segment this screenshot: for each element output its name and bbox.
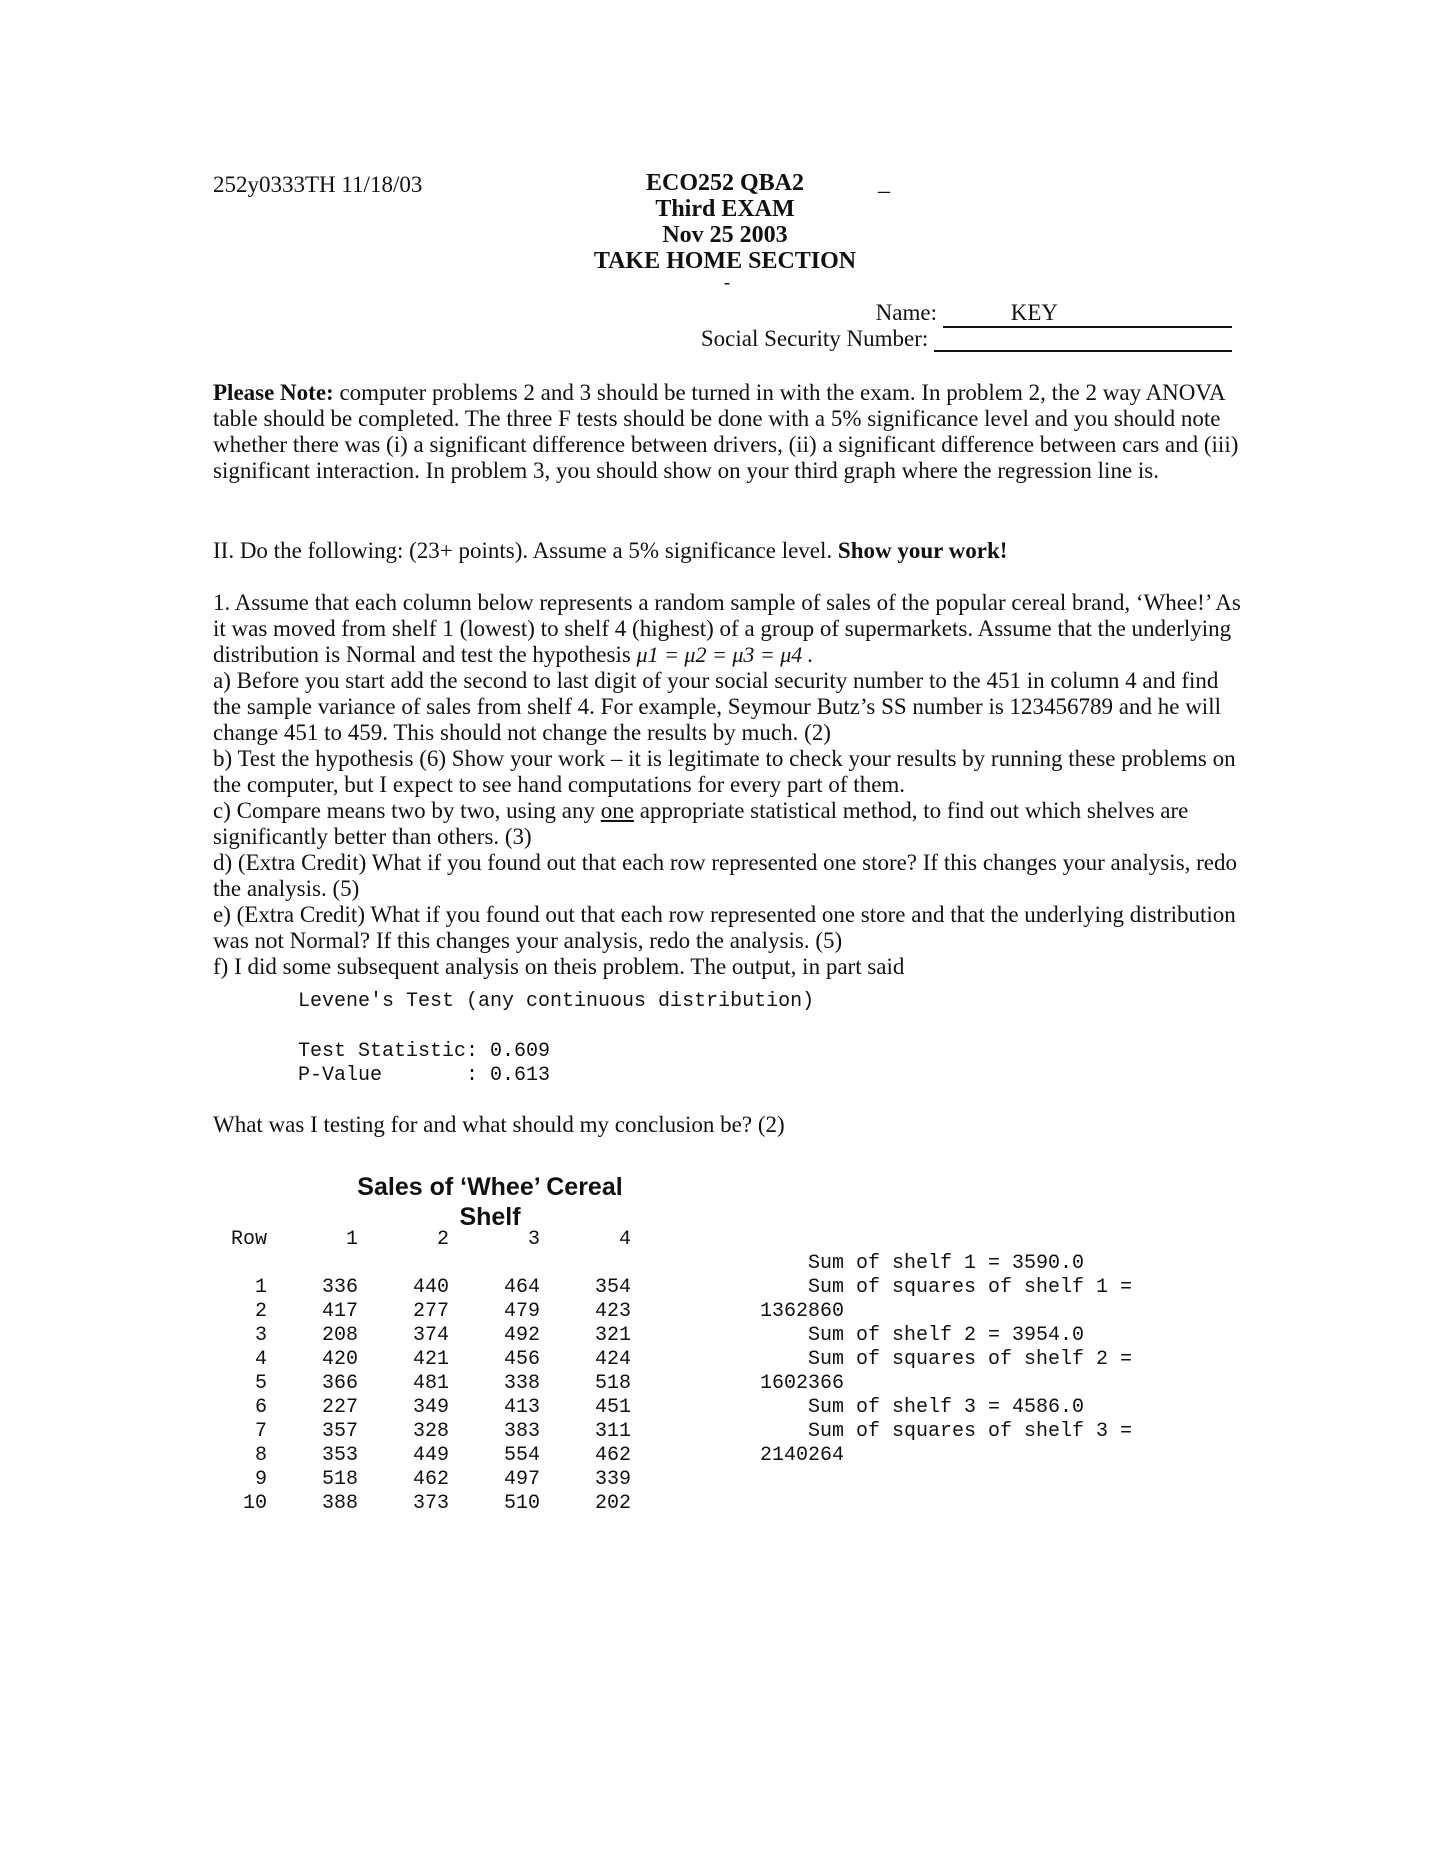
- sums-output: [760, 1252, 1132, 1468]
- table-title-block: [300, 1172, 680, 1232]
- part-e: e) (Extra Credit) What if you found out that each row represented one store and that the underlying distribution was not Normal? If this changes your analysis, redo the analysis. (5): [213, 902, 1236, 953]
- table-header-cell: 4: [618, 1228, 631, 1251]
- levene-p-value: P-Value : 0.613: [298, 1064, 551, 1087]
- table-header-cell: Row: [230, 1228, 267, 1251]
- table-row: [213, 1468, 653, 1492]
- sales-value-cell: 338: [503, 1372, 540, 1395]
- sales-value-cell: 421: [412, 1348, 449, 1371]
- title-dot: -: [724, 272, 730, 292]
- exam-title-block: [560, 170, 890, 274]
- sales-value-cell: 497: [503, 1468, 540, 1491]
- section-instructions: [213, 538, 1243, 564]
- title-dash: _: [878, 170, 890, 196]
- name-field: [876, 300, 1232, 328]
- row-number-cell: 1: [254, 1276, 267, 1299]
- row-number-cell: 3: [254, 1324, 267, 1347]
- sales-value-cell: 388: [321, 1492, 358, 1515]
- sales-value-cell: 321: [594, 1324, 631, 1347]
- section-text: II. Do the following: (23+ points). Assume a 5% significance level.: [213, 538, 838, 563]
- sales-value-cell: 202: [594, 1492, 631, 1515]
- document-id: 252y0333TH 11/18/03: [213, 172, 423, 197]
- sums-line: Sum of squares of shelf 2 =: [760, 1348, 1133, 1371]
- sales-value-cell: 423: [594, 1300, 631, 1323]
- row-number-cell: 8: [254, 1444, 267, 1467]
- sales-value-cell: 383: [503, 1420, 540, 1443]
- name-label: Name:: [875, 300, 937, 325]
- table-row: [213, 1324, 653, 1348]
- sums-line: Sum of squares of shelf 1 =: [760, 1276, 1133, 1299]
- part-c-text-start: c) Compare means two by two, using any: [213, 798, 601, 823]
- table-header-cell: 1: [345, 1228, 358, 1251]
- table-row: [213, 1444, 653, 1468]
- row-number-cell: 10: [242, 1492, 267, 1515]
- ssn-label: Social Security Number:: [700, 326, 929, 351]
- sales-value-cell: 464: [503, 1276, 540, 1299]
- sales-value-cell: 374: [412, 1324, 449, 1347]
- row-number-cell: 7: [254, 1420, 267, 1443]
- exam-date: Nov 25 2003: [662, 222, 788, 248]
- sales-value-cell: 311: [594, 1420, 631, 1443]
- table-row: [213, 1492, 653, 1516]
- sales-value-cell: 462: [594, 1444, 631, 1467]
- part-f: f) I did some subsequent analysis on theis problem. The output, in part said: [213, 954, 905, 979]
- part-b: b) Test the hypothesis (6) Show your work – it is legitimate to check your results by running these problems on the computer, but I expect to see hand computations for every part of them.: [213, 746, 1236, 797]
- table-header-row: [213, 1228, 653, 1252]
- sales-value-cell: 349: [412, 1396, 449, 1419]
- levene-output-title: Levene's Test (any continuous distribution): [298, 990, 815, 1013]
- sales-value-cell: 492: [503, 1324, 540, 1347]
- sales-value-cell: 424: [594, 1348, 631, 1371]
- table-header-cell: 2: [436, 1228, 449, 1251]
- sales-value-cell: 366: [321, 1372, 358, 1395]
- sales-value-cell: 518: [321, 1468, 358, 1491]
- sales-value-cell: 462: [412, 1468, 449, 1491]
- table-row: [213, 1420, 653, 1444]
- row-number-cell: 6: [254, 1396, 267, 1419]
- part-c-underlined: one: [600, 798, 634, 823]
- sums-line: 1362860: [760, 1300, 845, 1323]
- section-title: TAKE HOME SECTION: [593, 248, 857, 274]
- hypothesis-formula: μ1 = μ2 = μ3 = μ4 .: [636, 642, 814, 667]
- note-label: Please Note:: [213, 380, 334, 405]
- sales-value-cell: 354: [594, 1276, 631, 1299]
- table-subtitle: Shelf: [459, 1203, 521, 1231]
- sales-value-cell: 208: [321, 1324, 358, 1347]
- sales-value-cell: 479: [503, 1300, 540, 1323]
- exam-title: Third EXAM: [655, 196, 795, 222]
- sales-value-cell: 456: [503, 1348, 540, 1371]
- problem-1: [213, 590, 1243, 980]
- sales-value-cell: 336: [321, 1276, 358, 1299]
- sums-line: Sum of shelf 1 = 3590.0: [760, 1252, 1085, 1275]
- part-c-text-end: appropriate statistical method, to find out which shelves are significantly better than others. (3): [213, 798, 1189, 849]
- sales-value-cell: 227: [321, 1396, 358, 1419]
- please-note-paragraph: [213, 380, 1243, 484]
- sums-line: Sum of shelf 2 = 3954.0: [760, 1324, 1085, 1347]
- table-row: [213, 1276, 653, 1300]
- table-title: Sales of ‘Whee’ Cereal: [357, 1173, 623, 1201]
- show-work-text: Show your work!: [837, 538, 1008, 563]
- sales-value-cell: 518: [594, 1372, 631, 1395]
- sales-value-cell: 449: [412, 1444, 449, 1467]
- table-row: [213, 1396, 653, 1420]
- sums-line: Sum of squares of shelf 3 =: [760, 1420, 1133, 1443]
- sums-line: 1602366: [760, 1372, 845, 1395]
- sales-value-cell: 440: [412, 1276, 449, 1299]
- sales-value-cell: 373: [412, 1492, 449, 1515]
- sales-value-cell: 413: [503, 1396, 540, 1419]
- sales-value-cell: 328: [412, 1420, 449, 1443]
- sales-value-cell: 481: [412, 1372, 449, 1395]
- part-d: d) (Extra Credit) What if you found out that each row represented one store? If this changes your analysis, redo the analysis. (5): [213, 850, 1238, 901]
- row-number-cell: 9: [254, 1468, 267, 1491]
- sales-value-cell: 420: [321, 1348, 358, 1371]
- table-row: [213, 1348, 653, 1372]
- sales-value-cell: 510: [503, 1492, 540, 1515]
- row-number-cell: 2: [254, 1300, 267, 1323]
- note-text: computer problems 2 and 3 should be turned in with the exam. In problem 2, the 2 way ANOVA table should be completed. The three F tests should be done with a 5% significance level and you should note whether there was (i) a significant difference between drivers, (ii) a significant difference between cars and (iii) significant interaction. In problem 3, you should show on your third graph where the regression line is.: [213, 380, 1239, 483]
- table-row: [213, 1300, 653, 1324]
- sales-value-cell: 339: [594, 1468, 631, 1491]
- sales-value-cell: 451: [594, 1396, 631, 1419]
- sales-value-cell: 277: [412, 1300, 449, 1323]
- sales-value-cell: 554: [503, 1444, 540, 1467]
- table-header-cell: 3: [527, 1228, 540, 1251]
- sales-value-cell: 353: [321, 1444, 358, 1467]
- sums-line: Sum of shelf 3 = 4586.0: [760, 1396, 1085, 1419]
- part-a: a) Before you start add the second to last digit of your social security number to the 451 in column 4 and find the sample variance of sales from shelf 4. For example, Seymour Butz’s SS number is 123456789 and he will change 451 to 459. This should not change the results by much. (2): [213, 668, 1221, 745]
- problem-1-intro-text: 1. Assume that each column below represents a random sample of sales of the popular cereal brand, ‘Whee!’ As it was moved from shelf 1 (lowest) to shelf 4 (highest) of a group of supermarkets. Assume that the underlying distribution is Normal and test the hypothesis: [213, 590, 1241, 667]
- sales-value-cell: 417: [321, 1300, 358, 1323]
- course-title: ECO252 QBA2: [645, 170, 804, 196]
- problem-1-intro: [213, 590, 1243, 668]
- row-number-cell: 4: [254, 1348, 267, 1371]
- part-c: [213, 798, 1243, 850]
- table-row: [213, 1372, 653, 1396]
- row-number-cell: 5: [254, 1372, 267, 1395]
- levene-test-statistic: Test Statistic: 0.609: [298, 1040, 551, 1063]
- name-value: KEY: [943, 300, 1232, 328]
- sales-value-cell: 357: [321, 1420, 358, 1443]
- sums-line: 2140264: [760, 1444, 845, 1467]
- ssn-field: [701, 326, 1232, 352]
- ssn-blank: [934, 328, 1232, 352]
- part-f-question: What was I testing for and what should my conclusion be? (2): [213, 1112, 785, 1137]
